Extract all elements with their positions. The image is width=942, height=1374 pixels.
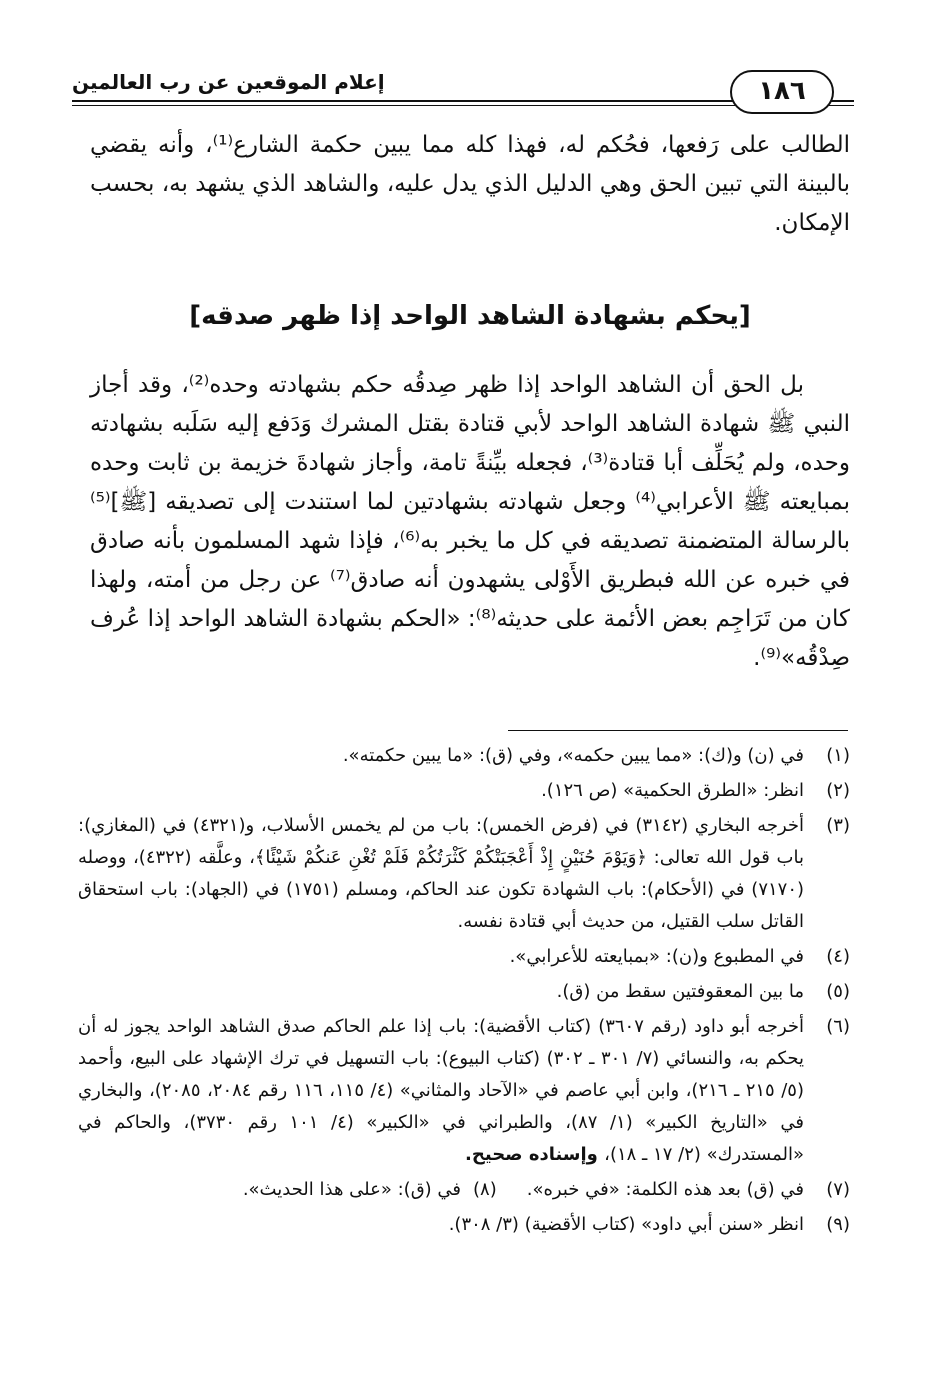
paragraph-text: بل الحق أن الشاهد الواحد إذا ظهر صِدقُه حكم بشهادته وحده⁽²⁾، وقد أجاز النبي ﷺ شهادة الشاهد الواحد لأبي قتادة بقتل المشرك وَدَفع إليه سَلَبه بشهادته وحده، ولم يُحَلِّف أبا قتادة⁽³⁾، فجعله بيِّنةً تامة، وأجاز شهادةَ خزيمة بن ثابت وحده بمبايعته ﷺ الأعرابي⁽⁴⁾ وجعل شهادته بشهادتين لما استندت إلى تصديقه [ﷺ]⁽⁵⁾ بالرسالة المتضمنة تصديقه في كل ما يخبر به⁽⁶⁾، فإذا شهد المسلمون بأنه صادق في خبره عن الله فبطريق الأَوْلى يشهدون أنه صادق⁽⁷⁾ عن رجل من أمته، ولهذا كان من تَرَاجِم بعض الأئمة على حديثه⁽⁸⁾: «الحكم بشهادة الشاهد الواحد إذا عُرف صِدْقُه»⁽⁹⁾. bbox=[90, 372, 851, 671]
footnote bbox=[78, 941, 850, 973]
paragraph-main bbox=[90, 366, 850, 678]
footnote-text: في (ن) و(ك): «مما يبين حكمه»، وفي (ق): «ما يبين حكمته». bbox=[342, 745, 804, 766]
footnote-number: (٥) bbox=[826, 981, 850, 1002]
footnote bbox=[78, 1011, 850, 1171]
footnote bbox=[78, 740, 850, 772]
footnote-verdict: وإسناده صحيح. bbox=[465, 1144, 605, 1165]
footnote-number: (٤) bbox=[826, 946, 850, 967]
footnote-text: انظر «سنن أبي داود» (كتاب الأقضية) (٣/ ٣٠٨). bbox=[448, 1214, 804, 1235]
running-title: إعلام الموقعين عن رب العالمين bbox=[72, 70, 385, 94]
footnote-pair bbox=[78, 1174, 850, 1206]
footnote-separator bbox=[508, 730, 848, 731]
footnote bbox=[78, 775, 850, 807]
footnote-text: انظر: «الطرق الحكمية» (ص ١٢٦). bbox=[541, 780, 804, 801]
page-header bbox=[72, 66, 854, 112]
footnote-text: أخرجه أبو داود (رقم ٣٦٠٧) (كتاب الأقضية): باب إذا علم الحاكم صدق الشاهد الواحد يجوز له أن يحكم به، والنسائي (٧/ ٣٠١ ـ ٣٠٢) (كتاب البيوع): باب التسهيل في ترك الإشهاد على البيع، وأحمد (٥/ ٢١٥ ـ ٢١٦)، وابن أبي عاصم في «الآحاد والمثاني» (٤/ ١١٥، ١١٦ رقم ٢٠٨٤، ٢٠٨٥)، والبخاري في «التاريخ الكبير» (١/ ٨٧)، والطبراني في «الكبير» (٤/ ١٠١ رقم ٣٧٣٠)، والحاكم في «المستدرك» (٢/ ١٧ ـ ١٨)، bbox=[78, 1016, 805, 1165]
footnote-text: ما بين المعقوفتين سقط من (ق). bbox=[556, 981, 804, 1002]
footnote-number: (٢) bbox=[826, 780, 850, 801]
footnote-text-wrapper bbox=[78, 1011, 804, 1171]
footnote bbox=[78, 976, 850, 1008]
footnote-text: في المطبوع و(ن): «بمبايعته للأعرابي». bbox=[509, 946, 804, 967]
footnote-number: (٦) bbox=[826, 1016, 850, 1037]
footnote-text: في (ق): «على هذا الحديث». bbox=[242, 1179, 462, 1200]
footnote-number: (٧) bbox=[826, 1179, 850, 1200]
footnote-text: في (ق) بعد هذه الكلمة: «في خبره». bbox=[526, 1179, 804, 1200]
paragraph-text: الطالب على رَفعها، فحُكم له، فهذا كله مما يبين حكمة الشارع⁽¹⁾، وأنه يقضي بالبينة التي تبين الحق وهي الدليل الذي يدل عليه، والشاهد الذي يشهد به، بحسب الإمكان. bbox=[90, 132, 850, 236]
footnote-number: (٣) bbox=[826, 815, 850, 836]
page-number: ١٨٦ bbox=[730, 70, 834, 114]
paragraph-continued bbox=[90, 126, 850, 243]
footnote bbox=[78, 810, 850, 938]
footnote-number: (٨) bbox=[473, 1179, 497, 1200]
footnote-text: أخرجه البخاري (٣١٤٢) في (فرض الخمس): باب من لم يخمس الأسلاب، و(٤٣٢١) في (المغازي): باب قول الله تعالى: ﴿وَيَوْمَ حُنَيْنٍ إِذْ أَعْجَبَتْكُمْ كَثْرَتُكُمْ فَلَمْ تُغْنِ عَنكُمْ شَيْئًا﴾، وعلَّقه (٤٣٢٢)، ووصله (٧١٧٠) في (الأحكام): باب الشهادة تكون عند الحاكم، ومسلم (١٧٥١) في (الجهاد): باب استحقاق القاتل سلب القتيل، من حديث أبي قتادة نفسه. bbox=[78, 815, 805, 932]
footnote-number: (٩) bbox=[826, 1214, 850, 1235]
footnote bbox=[78, 1209, 850, 1241]
section-heading: [يحكم بشهادة الشاهد الواحد إذا ظهر صدقه] bbox=[189, 301, 751, 331]
footnote-number: (١) bbox=[826, 745, 850, 766]
footnotes bbox=[78, 740, 850, 1244]
